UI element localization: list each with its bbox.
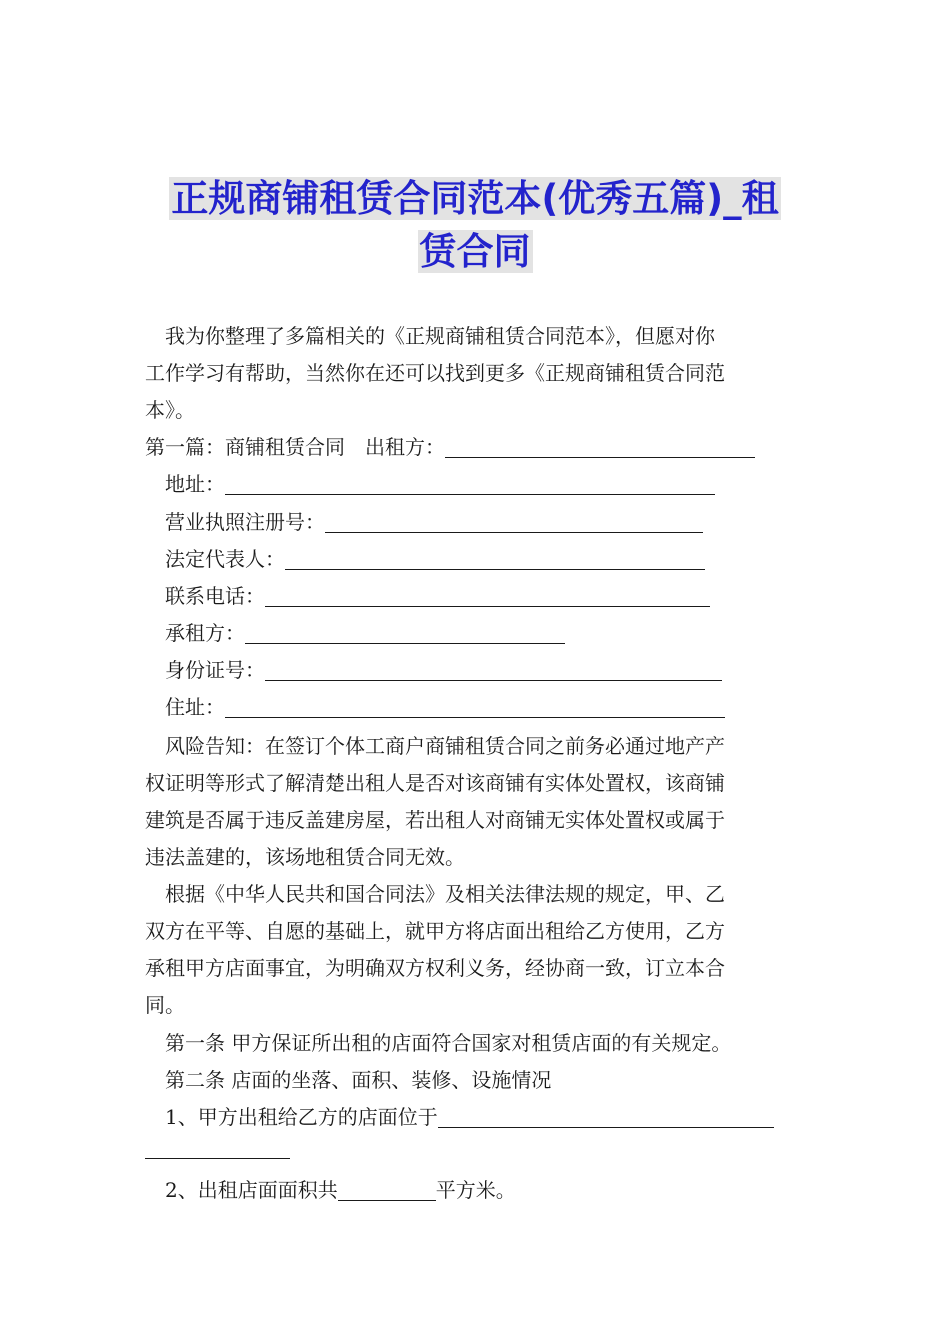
item-2-line	[145, 1172, 810, 1209]
title-line-2: 赁合同	[419, 230, 531, 273]
item-1-line	[145, 1099, 810, 1136]
basis-line-4: 同。	[145, 993, 185, 1017]
lessee-line	[145, 615, 810, 652]
legal-rep-line	[145, 541, 810, 578]
basis-line-1: 根据《中华人民共和国合同法》及相关法律法规的规定，甲、乙	[165, 882, 725, 906]
risk-line-1: 风险告知：在签订个体工商户商铺租赁合同之前务必通过地产产	[165, 734, 725, 758]
risk-line-4: 违法盖建的，该场地租赁合同无效。	[145, 845, 465, 869]
intro-line-3: 本》。	[145, 398, 195, 422]
item-2-unit: 平方米。	[435, 1178, 516, 1202]
item-2-label: 2、出租店面面积共	[165, 1178, 338, 1202]
item-1-label: 1、甲方出租给乙方的店面位于	[165, 1105, 438, 1129]
residence-label: 住址：	[165, 695, 225, 719]
address-line	[145, 466, 810, 503]
id-label: 身份证号：	[165, 658, 265, 682]
item-1-blank	[438, 1106, 774, 1128]
risk-line-3: 建筑是否属于违反盖建房屋，若出租人对商铺无实体处置权或属于	[145, 808, 725, 832]
residence-blank	[225, 696, 725, 718]
address-blank	[225, 473, 715, 495]
lessee-label: 承租方：	[165, 621, 245, 645]
legal-rep-blank	[285, 548, 705, 570]
basis-line-3: 承租甲方店面事宜，为明确双方权利义务，经协商一致，订立本合	[145, 956, 725, 980]
lessor-label: 第一篇：商铺租赁合同 出租方：	[145, 435, 445, 459]
phone-blank	[265, 585, 710, 607]
id-blank	[265, 659, 722, 681]
id-line	[145, 652, 810, 689]
license-line	[145, 504, 810, 541]
document-title	[150, 172, 800, 278]
area-blank	[338, 1179, 436, 1201]
basis-line-2: 双方在平等、自愿的基础上，就甲方将店面出租给乙方使用，乙方	[145, 919, 725, 943]
title-line-1: 正规商铺租赁合同范本(优秀五篇)_租	[171, 177, 779, 220]
address-label: 地址：	[165, 472, 225, 496]
license-blank	[325, 511, 703, 533]
phone-label: 联系电话：	[165, 584, 265, 608]
lessee-blank	[245, 622, 565, 644]
intro-line-1: 我为你整理了多篇相关的《正规商铺租赁合同范本》，但愿对你	[165, 324, 715, 348]
article-1: 第一条 甲方保证所出租的店面符合国家对租赁店面的有关规定。	[165, 1031, 732, 1055]
article-2: 第二条 店面的坐落、面积、装修、设施情况	[165, 1068, 552, 1092]
legal-rep-label: 法定代表人：	[165, 547, 285, 571]
license-label: 营业执照注册号：	[165, 510, 325, 534]
risk-line-2: 权证明等形式了解清楚出租人是否对该商铺有实体处置权，该商铺	[145, 771, 725, 795]
lessor-line	[145, 429, 810, 466]
intro-line-2: 工作学习有帮助，当然你在还可以找到更多《正规商铺租赁合同范	[145, 361, 725, 385]
item-1-blank-continued	[145, 1158, 290, 1159]
residence-line	[145, 689, 810, 726]
lessor-blank	[445, 436, 755, 458]
phone-line	[145, 578, 810, 615]
